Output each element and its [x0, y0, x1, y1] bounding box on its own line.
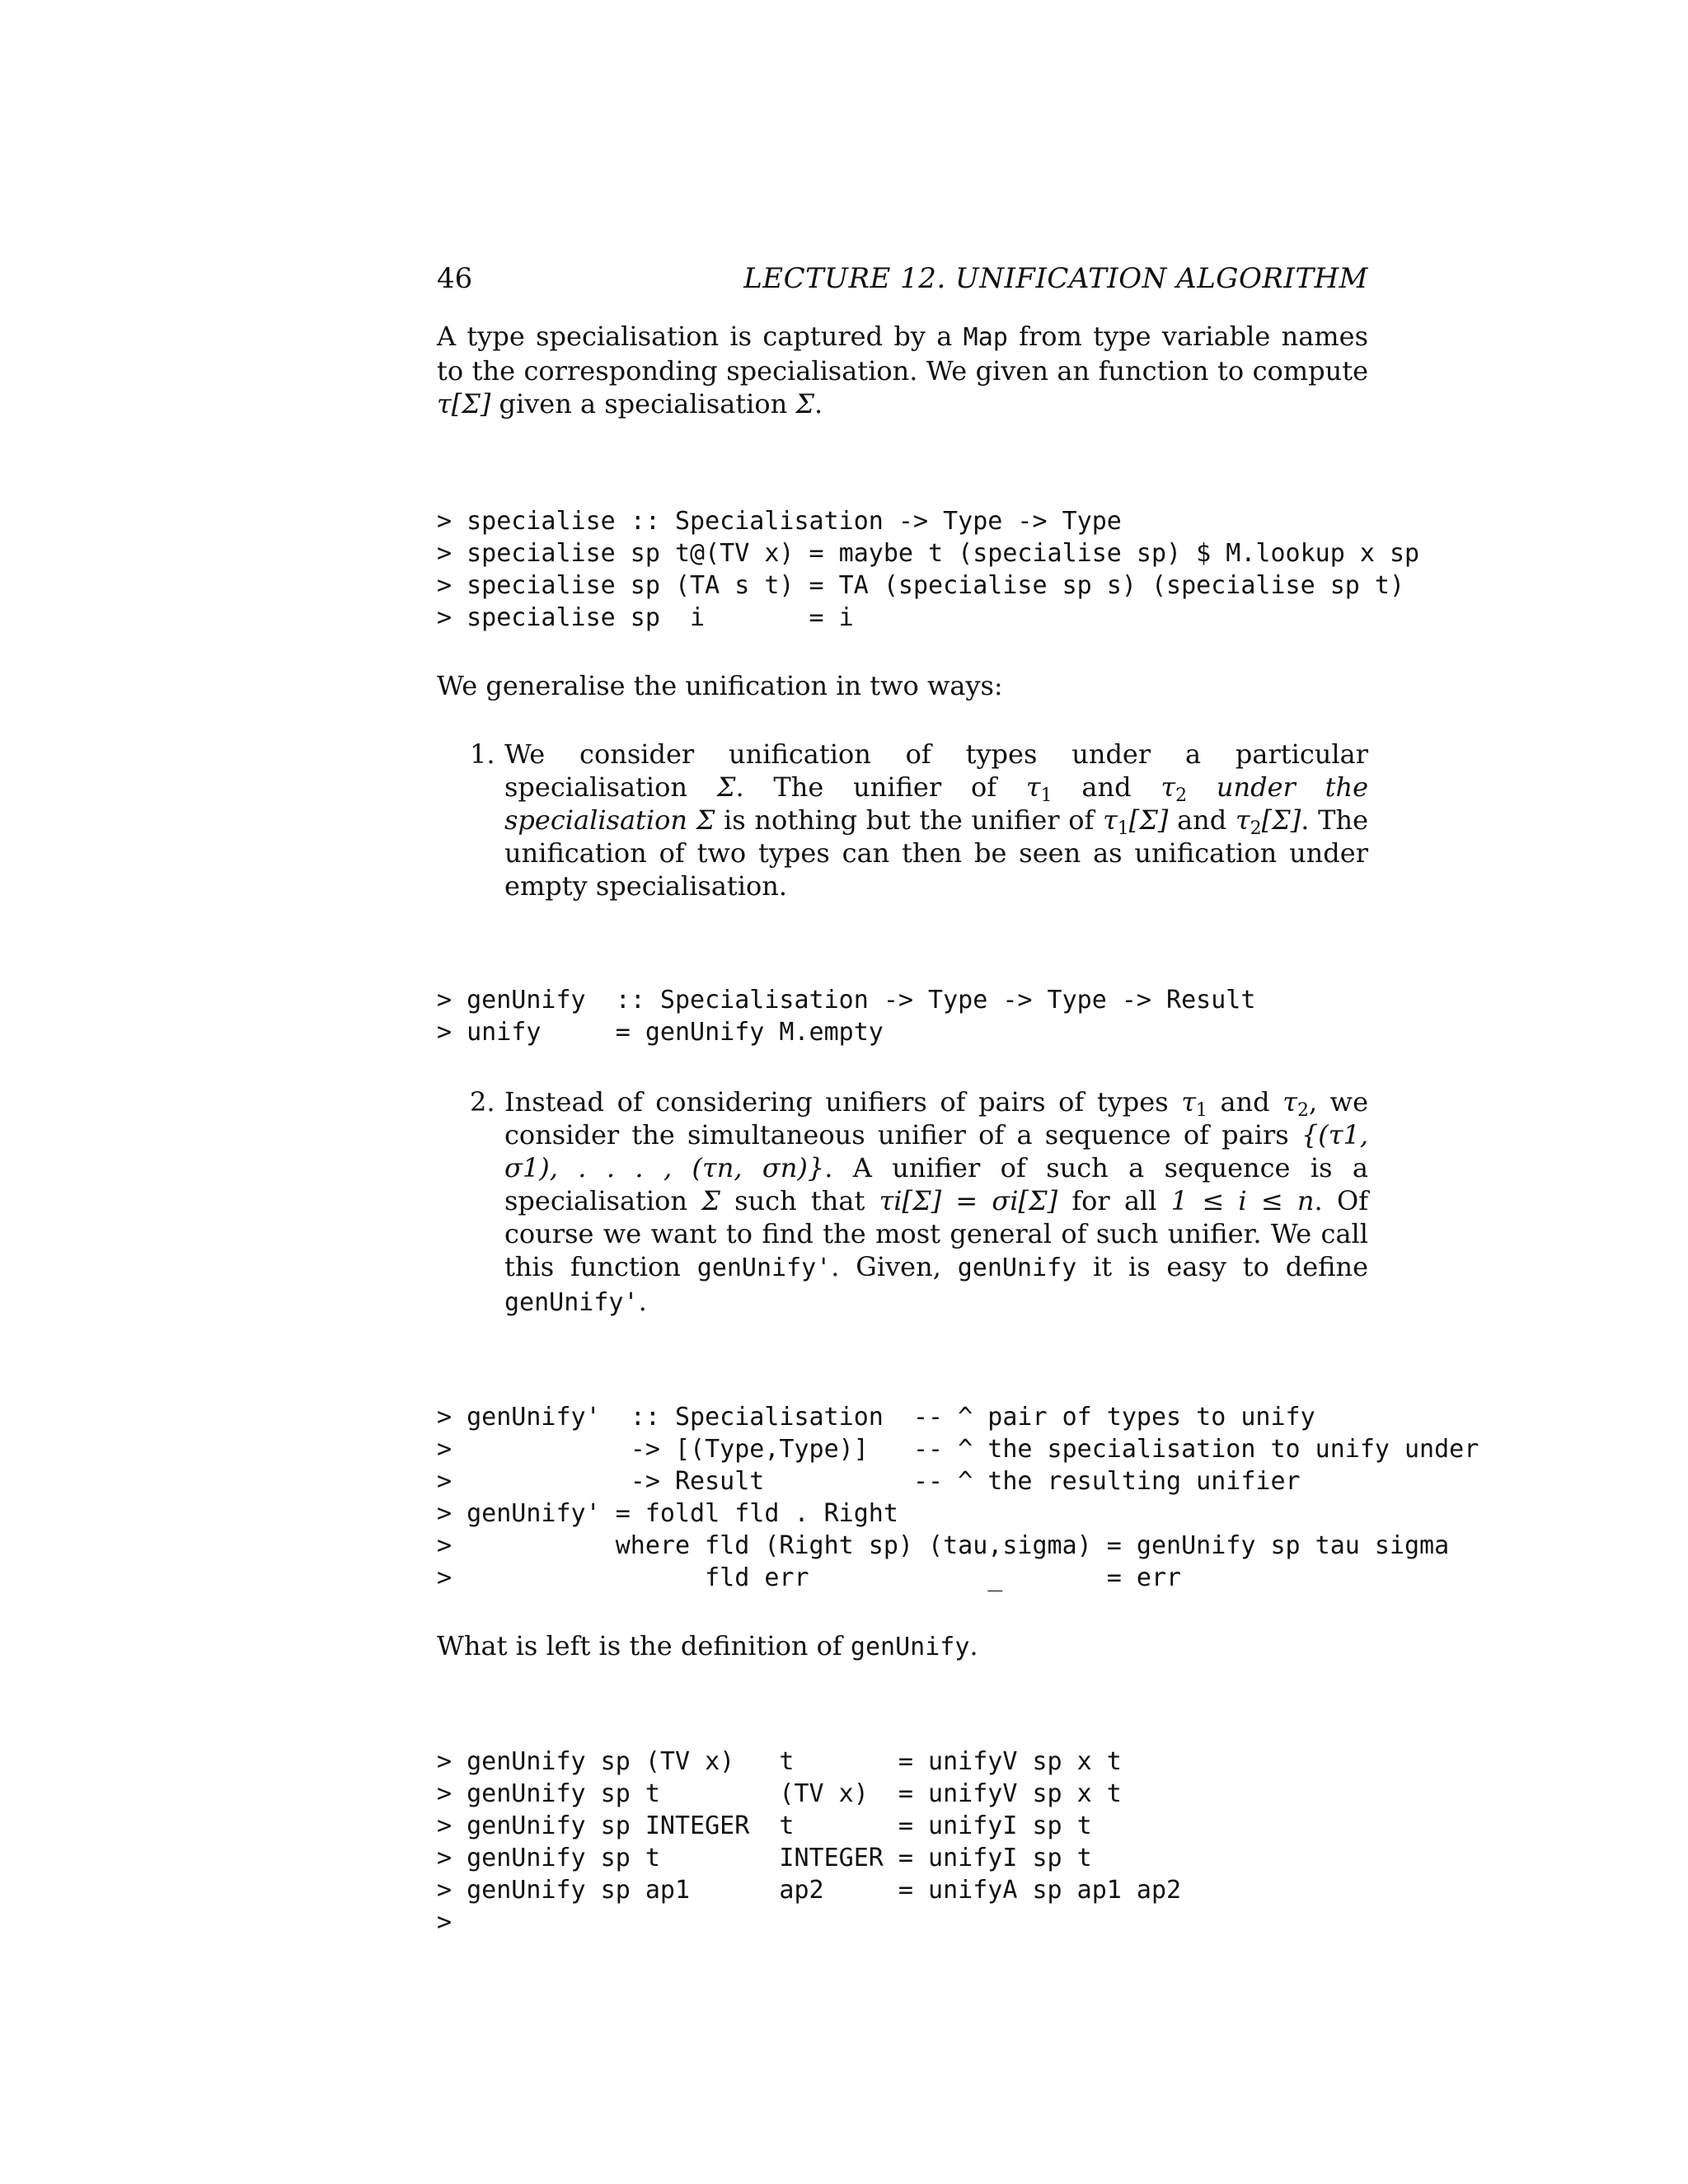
- math-tau-sigma: τ[Σ]: [437, 388, 491, 419]
- page-header: [437, 255, 1368, 305]
- list-number-1: 1.: [470, 738, 495, 770]
- code-line: > -> [(Type,Type)] -- ^ the specialisation to unify under: [437, 1435, 1479, 1464]
- code-line: > genUnify sp INTEGER t = unifyI sp t: [437, 1811, 1092, 1840]
- code-line: > specialise sp (TA s t) = TA (specialise sp s) (specialise sp t): [437, 571, 1404, 600]
- code-block-genunify-definition: [437, 1746, 1368, 1938]
- code-line: >: [437, 1908, 452, 1937]
- running-title: LECTURE 12. UNIFICATION ALGORITHM: [743, 262, 1368, 295]
- code-line: > genUnify sp t INTEGER = unifyI sp t: [437, 1844, 1092, 1872]
- code-line: > genUnify' = foldl fld . Right: [437, 1499, 898, 1528]
- code-line: > genUnify :: Specialisation -> Type -> Type -> Result: [437, 986, 1256, 1015]
- inline-code-genunify-prime: genUnify': [696, 1254, 832, 1282]
- code-line: > genUnify sp (TV x) t = unifyV sp x t: [437, 1747, 1122, 1776]
- code-block-genunify-prime: [437, 1401, 1479, 1594]
- inline-code-genunify-3: genUnify: [850, 1633, 970, 1661]
- intro-paragraph: A type specialisation is captured by a Map from type variable names to the corresponding specialisation. We given an function to compute τ[Σ] given a specialisation Σ.: [437, 321, 1368, 419]
- page: [437, 255, 1479, 1938]
- code-line: > genUnify' :: Specialisation -- ^ pair of types to unify: [437, 1403, 1315, 1432]
- inline-code-map: Map: [963, 323, 1008, 352]
- math-pair-sequence: {(τ1, σ1), . . . , (τn, σn)}: [504, 1119, 1368, 1183]
- code-block-genunify-signature: [437, 984, 1368, 1048]
- generalise-intro: We generalise the unification in two ways:: [437, 670, 1003, 701]
- inline-code-genunify-prime-2: genUnify': [504, 1288, 639, 1317]
- code-line: > -> Result -- ^ the resulting unifier: [437, 1467, 1301, 1496]
- page-number: 46: [437, 262, 473, 295]
- math-index-range: 1 ≤ i ≤ n: [1170, 1185, 1315, 1216]
- list-item-2: 2. Instead of considering unifiers of pairs of types $\tau_1$ and $\tau_2$, we consider the simultaneous unifier of a sequence of pairs {(τ1, σ1), . . . , (τn, σn)}. A unifier of such a sequence is a specialisation Σ such that τi[Σ] = σi[Σ] for all 1 ≤ i ≤ n. Of course we want to find the most general of such unifier. We call this function genUnify'. Given, genUnify it is easy to define genUnify'.: [470, 1086, 1369, 1317]
- code-line: > specialise sp i = i: [437, 603, 854, 632]
- code-line: > where fld (Right sp) (tau,sigma) = genUnify sp tau sigma: [437, 1531, 1450, 1560]
- math-unifier-equation: τi[Σ] = σi[Σ]: [879, 1185, 1058, 1216]
- code-line: > genUnify sp ap1 ap2 = unifyA sp ap1 ap2: [437, 1876, 1182, 1905]
- list-item-1: 1. We consider unification of types under a particular specialisation Σ. The unifier of $\tau_1$ and $\tau_2$ under the specialisation Σ is nothing but the unifier of $\tau_1[\Sigma]$ and $\tau_2[\Sigma]$. The unification of two types can then be seen as unification under empty specialisation.: [470, 738, 1369, 902]
- code-line: > unify = genUnify M.empty: [437, 1018, 884, 1047]
- code-line: > specialise sp t@(TV x) = maybe t (specialise sp) $ M.lookup x sp: [437, 539, 1420, 568]
- code-line: > fld err _ = err: [437, 1563, 1182, 1592]
- list-number-2: 2.: [470, 1086, 495, 1118]
- emphasis-under-specialisation: under the specialisation: [504, 771, 1369, 836]
- code-line: > genUnify sp t (TV x) = unifyV sp x t: [437, 1779, 1122, 1808]
- math-sigma: Σ: [795, 388, 815, 419]
- code-block-specialise: [437, 505, 1420, 634]
- left-paragraph: What is left is the definition of genUnify.: [437, 1630, 978, 1661]
- inline-code-genunify: genUnify: [957, 1254, 1077, 1282]
- code-line: > specialise :: Specialisation -> Type -> Type: [437, 507, 1122, 536]
